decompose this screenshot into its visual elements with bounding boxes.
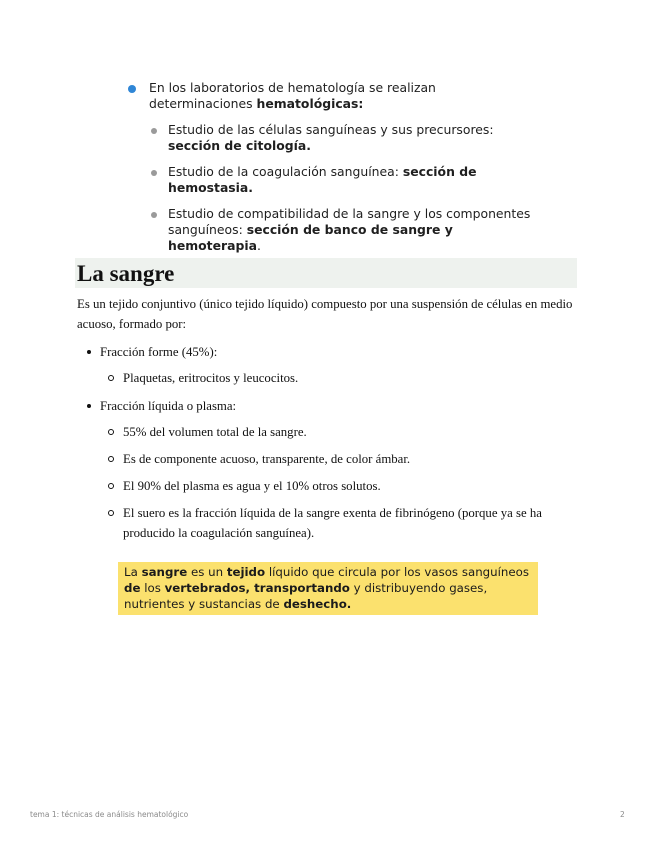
sub-list-text: 55% del volumen total de la sangre. [123, 425, 307, 439]
intro-sub-bold: sección de hemostasia. [168, 164, 477, 195]
body-intro: Es un tejido conjuntivo (único tejido líquido) compuesto por una suspensión de células en medio acuoso, formado por: [77, 297, 573, 331]
intro-sub-item [148, 164, 538, 196]
highlight-bold: de [124, 581, 141, 595]
sub-list-item [100, 476, 582, 496]
highlight-bold: tejido [226, 565, 266, 579]
highlight-bold: deshecho. [283, 597, 352, 611]
gray-bullet-icon [151, 170, 157, 176]
sub-list-item [100, 503, 582, 543]
intro-sub-list [128, 122, 538, 254]
section-heading-bar [75, 258, 577, 288]
intro-sub-item [148, 122, 538, 154]
highlight-text: La [124, 565, 142, 579]
gray-bullet-icon [151, 128, 157, 134]
intro-sub-text: Estudio de la coagulación sanguínea: [168, 164, 403, 179]
disc-bullet-icon [87, 404, 91, 408]
intro-sub-item [148, 206, 538, 254]
list-item-label: Fracción forme (45%): [100, 345, 218, 359]
sub-list-text: Plaquetas, eritrocitos y leucocitos. [123, 371, 299, 385]
body-content [77, 294, 582, 551]
circle-bullet-icon [108, 483, 114, 489]
circle-bullet-icon [108, 375, 114, 381]
intro-sub-bold: sección de citología. [168, 138, 311, 153]
sub-list-item [100, 422, 582, 442]
blue-bullet-icon [128, 85, 136, 93]
sub-list-text: El 90% del plasma es agua y el 10% otros solutos. [123, 479, 381, 493]
sub-list-text: Es de componente acuoso, transparente, de color ámbar. [123, 452, 411, 466]
highlight-bold: sangre [141, 565, 188, 579]
disc-bullet-icon [87, 350, 91, 354]
intro-main-item [128, 80, 538, 112]
intro-sub-tail: . [256, 238, 261, 253]
highlight-text: los [140, 581, 165, 595]
highlight-text: y distribuyendo gases, nutrientes y sustancias de [124, 581, 488, 611]
intro-sub-bold: sección de banco de sangre y hemoterapia [168, 222, 453, 253]
sub-list-text: El suero es la fracción líquida de la sangre exenta de fibrinógeno (porque ya se ha producido la coagulación sanguínea). [123, 506, 542, 540]
highlight-bold: vertebrados, transportando [164, 581, 350, 595]
gray-bullet-icon [151, 212, 157, 218]
list-item [77, 396, 582, 543]
circle-bullet-icon [108, 429, 114, 435]
sub-list [100, 368, 582, 388]
highlight-box [118, 562, 538, 615]
circle-bullet-icon [108, 510, 114, 516]
highlight-text: es un [187, 565, 227, 579]
footer-title: tema 1: técnicas de análisis hematológico [30, 810, 189, 819]
list-item-label: Fracción líquida o plasma: [100, 399, 237, 413]
intro-main-text: En los laboratorios de hematología se realizan determinaciones [149, 80, 436, 111]
intro-main-bold: hematológicas: [256, 96, 364, 111]
composition-list [77, 342, 582, 543]
page-number: 2 [620, 810, 625, 819]
list-item [77, 342, 582, 388]
circle-bullet-icon [108, 456, 114, 462]
intro-sub-text: Estudio de las células sanguíneas y sus precursores: [168, 122, 494, 137]
intro-block [128, 80, 538, 264]
highlight-text: líquido que circula por los vasos sanguíneos [265, 565, 530, 579]
sub-list-item [100, 449, 582, 469]
sub-list [100, 422, 582, 543]
section-heading: La sangre [77, 261, 175, 286]
intro-sub-text: Estudio de compatibilidad de la sangre y los componentes sanguíneos: [168, 206, 531, 237]
sub-list-item [100, 368, 582, 388]
